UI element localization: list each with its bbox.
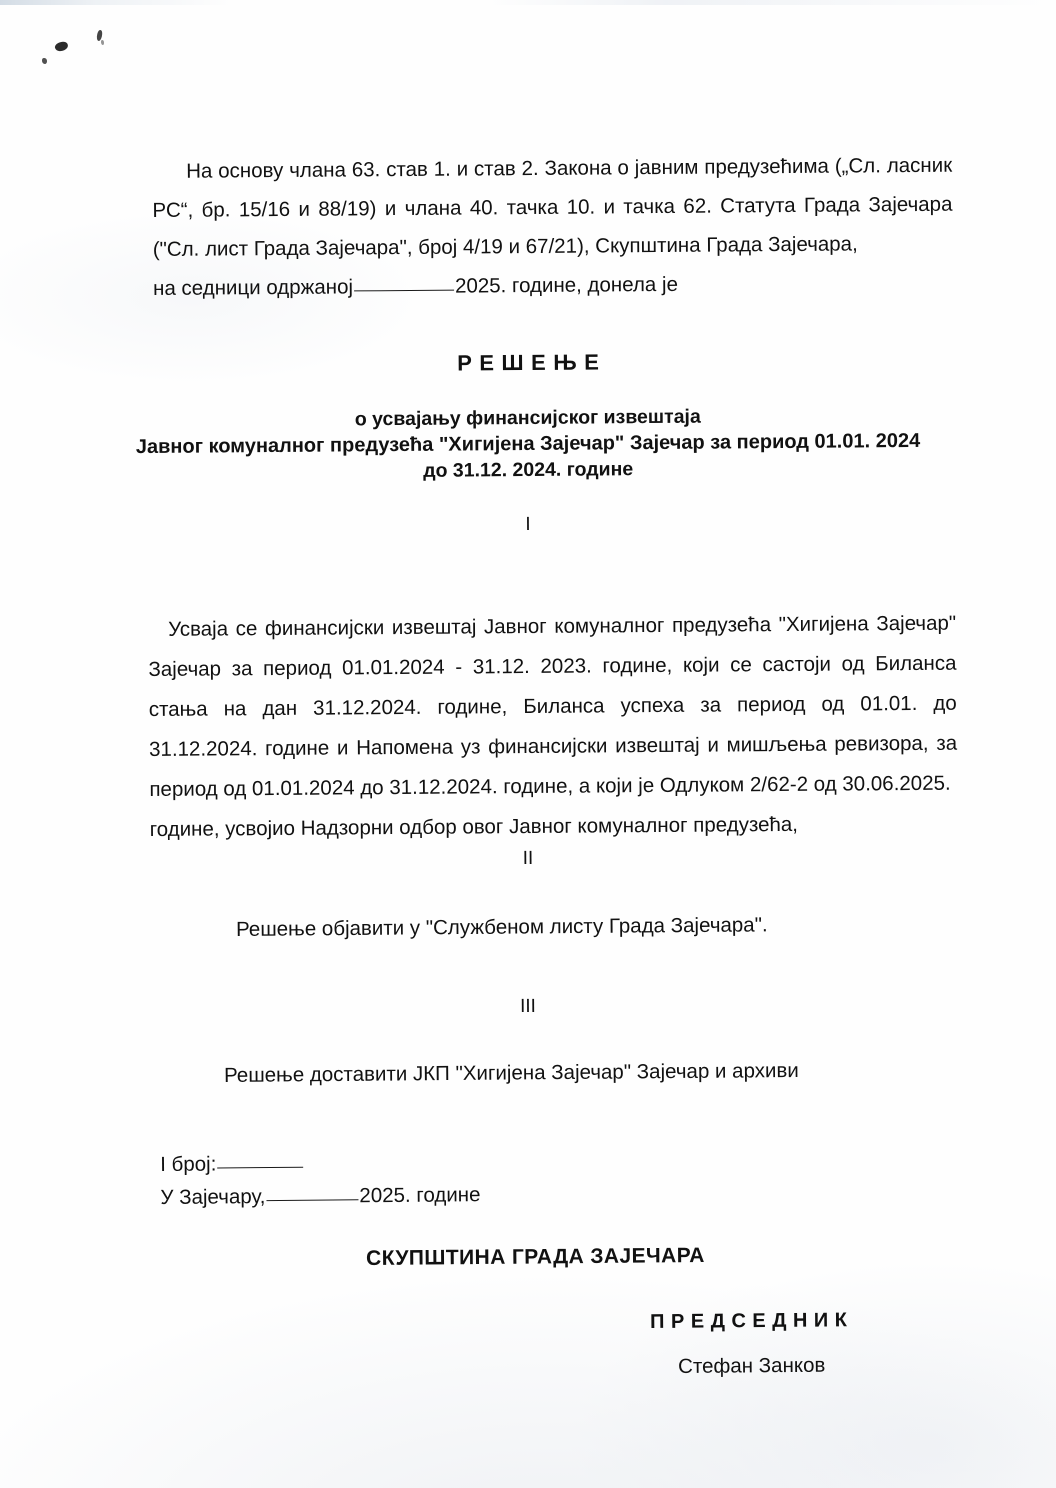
legal-basis-line-2: ласник РС“, бр. 15/16 и 88/19) и члана 40. тачка 10. и тачка 62. Статута Града [152, 153, 953, 222]
date-suffix: 2025. године [359, 1183, 481, 1208]
session-date-blank-field[interactable] [354, 289, 454, 291]
place-date-line [160, 1178, 480, 1214]
signatory-name: Стефан Занков [678, 1353, 826, 1378]
section-three-text: Решење доставити ЈКП "Хигијена Зајечар" Зајечар и архиви [224, 1058, 799, 1087]
subtitle-line-3: до 31.12. 2024. године [423, 458, 634, 482]
legal-basis-line-3: Зајечара ("Сл. лист Града Зајечара", број 4/19 и 67/21), Скупштина Града Зајечара, [152, 192, 953, 261]
legal-basis-line-4 [153, 262, 953, 307]
section-one-text: Усваја се финансијски извештај Јавног комуналног предузећа "Хигијена Зајечар" Зајечар за период 01.01.2024 - 31.12. 2023. године, који се састоји од Биланса стања на дан 31.12.2024. године, Биланса успеха за период од 01.01. до 31.12.2024. године и Напомена уз финансијски извештај и мишљења ревизора, за период од 01.01.2024 до 31.12.2024. године, а који је Одлуком 2/62-2 од 30.06.2025. [148, 611, 958, 801]
section-numeral-one: I [525, 513, 531, 536]
section-one-paragraph [148, 603, 958, 849]
section-numeral-three: III [520, 995, 536, 1018]
document-title: РЕШЕЊЕ [457, 349, 607, 376]
assembly-name: СКУПШТИНА ГРАДА ЗАЈЕЧАРА [366, 1244, 705, 1270]
section-one-lastline: године, усвојио Надзорни одбор овог Јавног комуналног предузећа, [149, 812, 799, 841]
session-date-suffix: 2025. године, донела је [454, 272, 679, 298]
reference-number-line [160, 1145, 480, 1181]
legal-basis-line-1: На основу члана 63. став 1. и став 2. Закона о јавним предузећима („Сл. [186, 153, 881, 183]
subtitle-line-1: о усвајању финансијског извештаја [354, 405, 701, 431]
document-subtitle [0, 401, 1056, 487]
subtitle-line-2: Јавног комуналног предузећа "Хигијена Зајечар" Зајечар за период 01.01. 2024 [135, 429, 921, 459]
place-label: У Зајечару, [160, 1185, 266, 1209]
reference-number-blank-field[interactable] [217, 1167, 303, 1169]
reference-number-label: I број: [160, 1152, 217, 1176]
section-two-text: Решење објавити у "Службеном листу Града Зајечара". [236, 913, 768, 941]
signatory-title: ПРЕДСЕДНИК [650, 1309, 854, 1333]
reference-block [160, 1145, 481, 1214]
legal-basis-paragraph [152, 145, 953, 307]
date-blank-field[interactable] [266, 1199, 358, 1201]
session-date-prefix: на седници одржаној [152, 274, 354, 300]
section-numeral-two: II [522, 847, 534, 870]
